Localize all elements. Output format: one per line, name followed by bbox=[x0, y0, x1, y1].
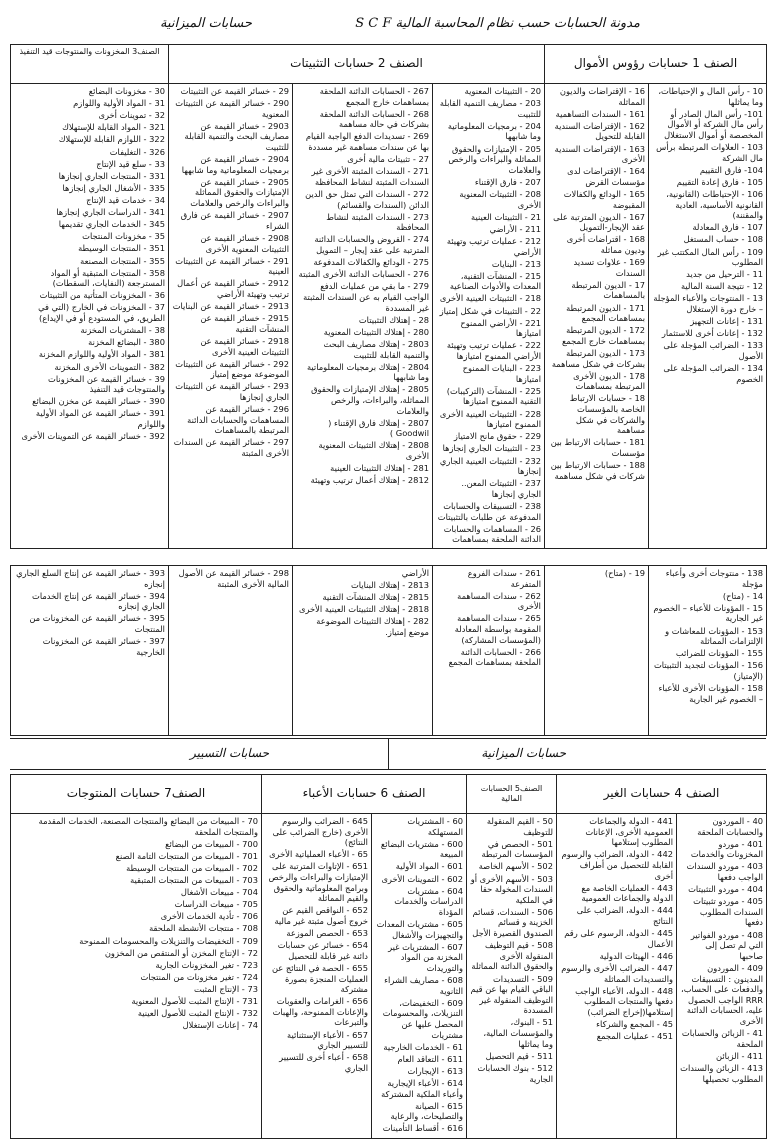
account-entry: 391 - خسائر القيمة عن المواد الأولية واللوازم bbox=[35, 408, 165, 430]
class2-col-b bbox=[293, 84, 433, 549]
class1-cont-col-a bbox=[649, 566, 767, 736]
account-entry: 2807 - إهتلاك فارق الإقتناء ( Goodwil ) bbox=[328, 417, 430, 439]
account-entry: 706 - تأدية الخدمات الأخرى bbox=[160, 911, 258, 922]
account-entry: 60 - المشتريات المستهلكة bbox=[407, 816, 463, 837]
account-entry: 222 - عمليات ترتيب وتهيئة الأراضي الممنوح امتيازها bbox=[446, 340, 542, 362]
account-entry: 702 - المبيعات من المنتجات الوسيطة bbox=[126, 862, 258, 873]
account-entry: 70 - المبيعات من البضائع والمنتجات المصنعة، الخدمات المقدمة والمنتجات الملحقة bbox=[38, 816, 258, 837]
account-entry: 273 - السندات المثبتة لنشاط المحافظة bbox=[326, 211, 430, 233]
account-entry: 188 - حسابات الارتباط بين شركات في شكل مساهمة bbox=[550, 460, 646, 481]
account-entry: 704 - مبيعات الأشغال bbox=[180, 887, 258, 898]
account-entry: 106 - الإحتياطات (القانونية، القانونية الأساسية، العادية والمقننة) bbox=[666, 188, 764, 221]
account-entry: 2804 - إهتلاك برمجيات المعلوماتية وما شابهها bbox=[306, 361, 430, 383]
account-entry: 501 - الحصص في المؤسسات المرتبطة bbox=[481, 838, 553, 860]
account-entry: 381 - المواد الأولية واللوازم المخزنة bbox=[38, 349, 165, 360]
class2-header: الصنف 2 حسابات التثبيتات bbox=[169, 45, 545, 84]
account-entry: 164 - الإقتراضات لدى مؤسسات القرض bbox=[567, 166, 646, 187]
account-entry: 213 - البنايات bbox=[491, 258, 542, 269]
account-entry: 34 - خدمات قيد الإنتاج bbox=[86, 194, 165, 205]
account-entry: 134 - الضرائب المؤجلة على الخصوم bbox=[663, 363, 764, 384]
account-entry: 723 - تغير المخزونات الجارية bbox=[155, 959, 258, 970]
account-entry: 208 - التثبيتات المعنوية الأخرى bbox=[459, 188, 542, 210]
document-header bbox=[160, 10, 640, 40]
account-entry: 708 - منتجات الأنشطة الملحقة bbox=[149, 923, 258, 934]
class4-7-accounts-table bbox=[10, 774, 767, 1139]
account-entry: 72 - الإنتاج المخزن أو المنتقص من المخزون bbox=[104, 947, 258, 958]
account-entry: 12 - نتيجة السنة المالية bbox=[680, 281, 764, 292]
account-entry: 211 - الأراضي bbox=[489, 223, 542, 234]
account-entry: 2905 - خسائر القيمة عن الإمتيازات والحقوق المماثلة والبراءات والرخص والعلامات bbox=[190, 176, 290, 209]
account-entry: 654 - خسائر عن حسابات دائنة غير قابلة للتحصيل bbox=[277, 940, 368, 961]
account-entry: 2803 - إهتلاك مصاريف البحث والتنمية القابلة للتثبيت bbox=[323, 338, 430, 360]
account-entry: 29 - خسائر القيمة عن التثبيتات bbox=[180, 86, 290, 96]
account-entry: 600 - مشتريات البضائع المبيعة bbox=[380, 838, 463, 860]
account-entry: 601 - المواد الأولية bbox=[395, 861, 463, 872]
account-entry: 443 - العمليات الخاصة مع الدولة والجماعات العمومية bbox=[581, 882, 674, 904]
account-entry: 390 - خسائر القيمة عن مخزن البضائع bbox=[32, 396, 165, 407]
section-labels-band bbox=[10, 738, 766, 770]
account-entry: 605 - مشتريات المعدات والتجهيزات والأشغال bbox=[376, 918, 463, 940]
account-entry: 18 - حسابات الارتباط الخاصة بالمؤسسات والشركات في شكل مساهمة bbox=[569, 393, 646, 436]
account-entry: 36 - المخزونات المتأتية من التثبيتات bbox=[39, 290, 165, 301]
account-entry: 51 - البنوك، والمؤسسات المالية، وما يماثلها bbox=[483, 1017, 553, 1049]
account-entry: 655 - الحصة في النتائج عن العمليات المنجزة بصورة مشتركة bbox=[271, 962, 368, 995]
account-entry: 262 - سندات المساهمة الأخرى bbox=[457, 590, 541, 612]
account-entry: 65 - الأعباء العملياتية الأخرى bbox=[269, 849, 368, 860]
account-entry: 645 - الضرائب والرسوم الأخرى (خارج الضرائب على النتائج) bbox=[272, 816, 368, 848]
account-entry: 651 - الإتاوات المترتبة على الإمتيازات والبراءات والرخص وبرامج المعلوماتية والحقوق والقيم المماثلة bbox=[268, 861, 368, 904]
account-entry: 604 - مشتريات الدراسات والخدمات المؤداة bbox=[394, 885, 463, 917]
account-entry: 2907 - خسائر القيمة عن فارق الشراء bbox=[180, 210, 290, 231]
account-entry: 408 - موردو الفواتير التي لم تصل إلى صاحبها bbox=[690, 929, 764, 961]
account-entry: 172 - الديون المرتبطة بمساهمات خارج المجمع bbox=[561, 325, 646, 346]
account-entry: 705 - مبيعات الدراسات bbox=[174, 899, 258, 910]
account-entry: 163 - الإقتراضات السندية الأخرى bbox=[554, 143, 646, 165]
account-entry: 204 - برمجيات المعلوماتية وما شابهها bbox=[447, 120, 542, 142]
account-entry: 446 - الهيئات الدولية bbox=[599, 950, 674, 961]
account-entry: 282 - إهتلاك التثبيتات الموضوعة موضع إمتياز. bbox=[316, 616, 429, 638]
account-entry: 165 - الودائع والكفالات المقبوضة bbox=[563, 188, 646, 210]
account-entry: 16 - الإقتراضات والديون المماثلة bbox=[559, 86, 646, 107]
account-entry: 451 - عمليات المجمع bbox=[596, 1031, 674, 1042]
account-entry: 23 - التثبيتات الجاري إنجازها bbox=[442, 443, 542, 454]
class2-col-a bbox=[433, 84, 545, 549]
account-entry: 608 - مصاريف الشراء الثانوية bbox=[384, 975, 463, 996]
account-entry: 50 - القيم المنقولة للتوظيف bbox=[486, 816, 553, 837]
account-entry: 13 - المنتوجات والأعباء المؤجلة – خارج دورة الإستغلال bbox=[653, 293, 764, 315]
account-entry: 279 - ما بقي من عمليات الدفع الواجب القيام به عن السندات المثبتة غير المسددة bbox=[303, 281, 430, 313]
class4-col-b bbox=[557, 814, 677, 1139]
document-title: مدونة الحسابات حسب نظام المحاسبة المالية S C F bbox=[355, 16, 640, 31]
account-entry: 33 - سلع قيد الإنتاج bbox=[96, 158, 165, 169]
balance-accounts-label: حسابات الميزانية bbox=[160, 16, 252, 31]
account-entry: 609 - التخفيضات، التنزيلات، والمحسومات المحصل عليها عن مشتريات bbox=[382, 997, 463, 1040]
account-entry: 724 - تغير مخزونات من المنتجات bbox=[140, 971, 258, 982]
class3-header: الصنف3 المخزونات والمنتوجات قيد التنفيذ bbox=[11, 45, 169, 84]
account-entry: 276 - الحسابات الدائنة الأخرى المثبتة bbox=[298, 269, 430, 280]
account-entry: 274 - القروض والحسابات الدائنة المترتبة على عقد إيجار – التمويل bbox=[314, 234, 430, 256]
account-entry: 26 - المساهمات والحسابات الدائنة الملحقة بمساهمات bbox=[443, 523, 542, 545]
class6-col-b bbox=[262, 814, 372, 1139]
account-entry: 2912 - خسائر القيمة عن أعمال ترتيب وتهيئة الأراضي bbox=[177, 278, 290, 299]
account-entry: 355 - المنتجات المصنعة bbox=[80, 255, 165, 266]
class1-col-b bbox=[545, 84, 649, 549]
account-entry: 614 - الأعباء الإيجارية وأعباء الملكية المشتركة bbox=[381, 1078, 463, 1099]
management-section-label: حسابات التسيير bbox=[190, 746, 270, 760]
account-entry: 74 - إعانات الإستغلال bbox=[182, 1020, 258, 1031]
account-entry: 444 - الدولة، الضرائب على النتائج bbox=[576, 905, 674, 926]
account-entry: 31 - المواد الأولية واللوازم bbox=[73, 98, 165, 109]
account-entry: 397 - خسائر القيمة عن المخزونات الخارجية bbox=[42, 636, 165, 657]
account-entry: 228 - التثبيتات العينية الأخرى الممنوح امتيازها bbox=[439, 408, 542, 430]
account-entry: 653 - الحصص الموزعة bbox=[286, 928, 368, 939]
account-entry: 335 - الأشغال الجاري إنجازها bbox=[62, 182, 165, 193]
account-entry: 292 - خسائر القيمة عن التثبيتات الموضوعة موضع إمتياز bbox=[175, 358, 290, 380]
account-entry: 290 - خسائر القيمة عن التثبيتات المعنوية bbox=[175, 98, 290, 119]
account-entry: 138 - منتوجات أخرى وأعباء مؤجلة bbox=[665, 568, 763, 589]
account-entry: 2818 - إهتلاك التثبيتات العينية الأخرى bbox=[298, 604, 429, 615]
account-entry: 265 - سندات المساهمة المقومة بواسطة المعادلة (المؤسسات المشاركة) bbox=[454, 613, 541, 645]
account-entry: 161 - السندات التساهمية bbox=[555, 108, 646, 119]
section-divider bbox=[388, 739, 389, 769]
account-entry: 2915 - خسائر القيمة عن المنشآت التقنية bbox=[200, 313, 290, 334]
account-entry: 611 - التعاقد العام bbox=[397, 1053, 463, 1064]
account-entry: 21 - التثبيتات العينية bbox=[471, 211, 542, 222]
account-entry: 508 - قيم التوظيف المنقولة الأخرى والحقوق الدائنة المماثلة bbox=[471, 940, 553, 972]
account-entry: 261 - سندات الفروع المتفرعة bbox=[467, 568, 541, 589]
account-entry: 298 - خسائر القيمة عن الأصول المالية الأخرى المثبتة bbox=[178, 568, 289, 589]
account-entry: 413 - الزبائن والسندات المطلوب تحصيلها bbox=[680, 1062, 764, 1084]
account-entry: 657 - الأعباء الإستثنائية للتسيير الجاري bbox=[287, 1029, 368, 1051]
account-entry: 281 - إهتلاك التثبيتات العينية bbox=[330, 463, 430, 474]
account-entry: 20 - التثبيتات المعنوية bbox=[464, 86, 542, 96]
account-entry: 405 - موردو تثبيتات السندات المطلوب دفعها bbox=[693, 896, 764, 928]
account-entry: 171 - الديون المرتبطة بمساهمات المجمع bbox=[566, 302, 646, 324]
account-entry: 10 - رأس المال و الإحتياطات، وما يماثلها bbox=[658, 86, 764, 107]
account-entry: 101- رأس المال الصادر أو رأس مال الشركة أو الأموال المخصصة أو أموال الاستغلال bbox=[664, 108, 764, 140]
account-entry: 345 - الخدمات الجاري تقديمها bbox=[58, 219, 165, 230]
account-entry: 441 - الدولة والجماعات العمومية الأخرى، الإعانات المطلوب إستلامها bbox=[585, 816, 674, 848]
account-entry: 73 - الإنتاج المثبت bbox=[194, 984, 258, 995]
account-entry: 61 - الخدمات الخارجية bbox=[383, 1041, 463, 1052]
account-entry: 103 - العلاوات المرتبطة برأس مال الشركة bbox=[656, 142, 764, 163]
account-entry: 395 - خسائر القيمة عن المخزونات من المنتجات bbox=[29, 613, 165, 635]
class6-col-a bbox=[372, 814, 467, 1139]
account-entry: 393 - خسائر القيمة عن إنتاج السلع الجاري إنجازه bbox=[16, 568, 165, 589]
account-entry: 203 - مصاريف التنمية القابلة للتثبيت bbox=[439, 98, 542, 119]
account-entry: 392 - خسائر القيمة عن التموينات الأخرى bbox=[21, 431, 165, 442]
class5-header: الصنف5 الحسابات المالية bbox=[467, 775, 557, 814]
account-entry: 503 - الأسهم الأخرى أو السندات المخولة حقا في الملكية bbox=[470, 873, 553, 905]
account-entry: 221 - الأراضي الممنوح امتيازها bbox=[460, 317, 542, 339]
account-entry: 732 - الإنتاج المثبت للأصول العينية bbox=[137, 1008, 258, 1019]
account-entry: 401 - موردو المخزونات والخدمات bbox=[690, 838, 764, 860]
account-entry: 331 - المنتجات الجاري إنجازها bbox=[58, 170, 165, 181]
account-entry: 322 - اللوازم القابلة للإستهلاك bbox=[58, 134, 165, 145]
account-entry: 2908 - خسائر القيمة عن التثبيتات المعنوية الأخرى bbox=[200, 232, 290, 254]
account-entry: 602 - التموينات الأخرى bbox=[381, 873, 463, 884]
account-entry: 207 - فارق الإقتناء bbox=[474, 176, 542, 187]
account-entry: 2904 - خسائر القيمة عن برمجيات المعلوماتية وما شابهها bbox=[181, 154, 290, 175]
class4-header: الصنف 4 حسابات الغير bbox=[557, 775, 767, 814]
account-entry: 2913 - خسائر القيمة عن البنايات bbox=[172, 301, 290, 312]
class2-cont-col-b bbox=[293, 566, 433, 736]
account-entry: 512 - بنوك الحسابات الجارية bbox=[477, 1062, 553, 1084]
account-entry: 105 - فارق إعادة التقييم bbox=[676, 176, 764, 187]
account-entry: 271 - السندات المثبتة الأخرى غير السندات المثبتة لنشاط المحافظة bbox=[311, 166, 430, 187]
account-entry: 218 - التثبيتات العينية الأخرى bbox=[439, 293, 542, 304]
account-entry: 232 - التثبيتات العينية الجاري إنجازها bbox=[439, 455, 542, 477]
account-entry: 2808 - إهتلاك التثبيتات المعنوية الأخرى bbox=[318, 440, 430, 461]
account-entry: 178 - الديون الأخرى المرتبطة بمساهمات bbox=[573, 370, 646, 392]
account-entry: 155 - المؤونات للضرائب bbox=[675, 648, 763, 659]
account-entry: 131 - إعانات التجهيز bbox=[690, 316, 764, 327]
account-entry: 731 - الإنتاج المثبت للأصول المعنوية bbox=[131, 996, 258, 1007]
class2-cont-col-a bbox=[433, 566, 545, 736]
account-entry: 173 - الديون المرتبطة بشركات في شكل مساهمة bbox=[551, 348, 646, 369]
account-entry: 27 - تثبيتات مالية أخرى bbox=[347, 154, 430, 165]
account-entry: 158 - المؤونات الأخرى للأعباء – الخصوم غير الجارية bbox=[658, 683, 763, 704]
account-entry: 411 - الزبائن bbox=[716, 1050, 764, 1061]
account-entry: 168 - اقتراضات أخرى وديون مماثلة bbox=[566, 234, 646, 256]
account-entry: 380 - البضائع المخزنة bbox=[88, 337, 165, 348]
account-entry: 133 - الضرائب المؤجلة على الأصول bbox=[663, 340, 764, 362]
account-entry: 656 - الغرامات والعقوبات والإعانات الممنوحة، والهبات والتبرعات bbox=[272, 996, 368, 1028]
account-entry: 607 - المشتريات غير المخزنة من المواد والتوريدات bbox=[388, 941, 463, 973]
account-entry: 2903 - خسائر القيمة عن مصاريف البحث والتنمية القابلة للتثبيت bbox=[184, 120, 290, 153]
account-entry: 238 - التسبيقات والحسابات المدفوعة عن طلبات بالتثبيتات bbox=[437, 500, 542, 522]
account-entry: 225 - المنشآت (التركيبات) التقنية الممنوح امتيازها bbox=[446, 385, 542, 407]
account-entry: 32 - تموينات أخرى bbox=[98, 110, 165, 121]
account-entry: 2812 - إهتلاك أعمال ترتيب وتهيئة bbox=[310, 475, 430, 486]
account-entry: 351 - المنتجات الوسيطة bbox=[78, 243, 165, 254]
account-entry: 41 - الزبائن والحسابات الملحقة bbox=[681, 1028, 764, 1049]
account-entry: 321 - المواد القابلة للإستهلاك bbox=[62, 122, 165, 133]
account-entry: 291 - خسائر القيمة عن التثبيتات العينية bbox=[175, 255, 290, 277]
account-entry: 167 - الديون المترتبة على عقد الإيجار-التمويل bbox=[553, 211, 646, 233]
account-entry: 269 - تسديدات الدفع الواجبة القيام بها عن سندات مساهمة غير مسددة bbox=[305, 131, 430, 153]
account-entry: 2918 - خسائر القيمة عن التثبيتات العينية الأخرى bbox=[200, 335, 290, 357]
account-entry: 502 - الأسهم الخاصة bbox=[478, 861, 553, 872]
account-entry: 22 - التثبيتات في شكل إمتياز bbox=[439, 305, 542, 316]
account-entry: 11 - الترحيل من جديد bbox=[686, 269, 764, 280]
account-entry: الأراضي bbox=[401, 568, 429, 578]
account-entry: 39 - خسائر القيمة عن المخزونات والمنتوجات قيد التنفيذ bbox=[48, 373, 165, 395]
class4-col-a bbox=[677, 814, 767, 1139]
account-entry: 132 - إعانات أخرى للاستثمار bbox=[661, 328, 764, 339]
class3-col bbox=[11, 84, 169, 549]
class1-col-a bbox=[649, 84, 767, 549]
account-entry: 341 - الدراسات الجاري إنجازها bbox=[56, 207, 165, 218]
account-entry: 358 - المنتجات المتبقية أو المواد المسترجعة (النفايات، السقطات) bbox=[50, 267, 165, 289]
account-entry: 215 - المنشآت التقنية، المعدات والأدوات الصناعية bbox=[449, 270, 542, 292]
account-entry: 616 - أقساط التأمينات bbox=[382, 1123, 463, 1134]
account-entry: 162 - الإقتراضات السندية القابلة للتحويل bbox=[554, 120, 646, 142]
balance-accounts-continuation-table bbox=[10, 565, 767, 736]
class3-cont-col bbox=[11, 566, 169, 736]
account-entry: 615 - الصيانة والتصليحات، والرعاية bbox=[390, 1100, 463, 1122]
class1-cont-col-b bbox=[545, 566, 649, 736]
account-entry: 275 - الودائع والكفالات المدفوعة bbox=[313, 257, 430, 268]
account-entry: 267 - الحسابات الدائنة الملحقة بمساهمات خارج المجمع bbox=[319, 86, 430, 107]
balance-section-label: حسابات الميزانية bbox=[481, 746, 566, 760]
account-entry: 445 - الدولة، الرسوم على رقم الأعمال bbox=[564, 928, 674, 949]
account-entry: 703 - المبيعات من المنتجات المتبقية bbox=[130, 875, 258, 886]
account-entry: 107 - فارق المعادلة bbox=[692, 222, 764, 233]
account-entry: 652 - النواقص القيم عن خروج أصول مثبتة غير مالية bbox=[274, 905, 368, 926]
account-entry: 280 - إهتلاك التثبيتات المعنوية bbox=[323, 326, 430, 337]
account-entry: 181 - حسابات الارتباط بين مؤسسات bbox=[550, 437, 646, 458]
account-entry: 394 - خسائر القيمة عن إنتاج الخدمات الجاري إنجازه bbox=[32, 590, 165, 612]
account-entry: 104- فارق التقييم bbox=[699, 164, 764, 175]
account-entry: 37 - المخزونات في الخارج (التي في الطريق، في المستودع أو في الإيداع) bbox=[38, 302, 165, 324]
class1-header: الصنف 1 حسابات رؤوس الأموال bbox=[545, 45, 767, 84]
account-entry: 212 - عمليات ترتيب وتهيئة الأراضي bbox=[446, 235, 542, 257]
account-entry: 658 - أعباء أخرى للتسيير الجاري bbox=[279, 1052, 368, 1073]
account-entry: 382 - التموينات الأخرى المخزنة bbox=[54, 361, 165, 372]
account-entry: 45 - المجمع والشركاء bbox=[596, 1018, 674, 1029]
account-entry: 266 - الحسابات الدائنة الملحقة بمساهمات المجمع bbox=[448, 646, 541, 668]
account-entry: 442 - الدولة، الضرائب والرسوم القابلة للتحصيل من أطراف أخرى bbox=[561, 849, 674, 881]
class7-col bbox=[11, 814, 262, 1139]
account-entry: 2805 - إهتلاك الإمتيازات والحقوق المماثلة، والبراءات، والرخص والعلامات bbox=[311, 384, 430, 416]
account-entry: 40 - الموردون والحسابات الملحقة bbox=[697, 816, 764, 837]
account-entry: 15 - المؤونات للأعباء – الخصوم غير الجارية bbox=[653, 602, 763, 624]
account-entry: 448 - الدولة، الأعباء الواجب دفعها والمنتجات المطلوب إستلامها(إخراج الضرائب) bbox=[575, 985, 674, 1017]
account-entry: 2813 - إهتلاك البنايات bbox=[350, 580, 429, 591]
account-entry: 156 - المؤونات لتجديد التثبيتات (الإمتياز) bbox=[653, 660, 763, 681]
account-entry: 14 - (متاح) bbox=[722, 590, 763, 601]
account-entry: 38 - المشتريات المخزنة bbox=[80, 325, 165, 336]
account-entry: 223 - البنايات الممنوح امتيازها bbox=[462, 363, 542, 384]
account-entry: 2815 - إهتلاك المنشآت التقنية bbox=[322, 592, 429, 603]
account-entry: 28 - إهتلاك التثبيتات bbox=[358, 314, 430, 325]
account-entry: 35 - مخزونات المنتجات bbox=[82, 231, 165, 242]
account-entry: 509 - التسديدات الباقي القيام بها عن قيم التوظيف المنقولة غير المسددة bbox=[470, 973, 553, 1016]
account-entry: 613 - الإيجارات bbox=[407, 1065, 463, 1076]
class7-header: الصنف7 حسابات المنتوجات bbox=[11, 775, 262, 814]
account-entry: 404 - موردو التثبيتات bbox=[688, 884, 764, 895]
class5-col bbox=[467, 814, 557, 1139]
account-entry: 409 - الموردون المدينون : التسبيقات والدفعات على الحساب، RRR الواجب الحصول عليه، الحسابات الدائنة الأخرى bbox=[681, 962, 764, 1026]
class2-col-c bbox=[169, 84, 293, 549]
account-entry: 272 - السندات التي تمثل حق الدين الدائن (السندات والقسائم) bbox=[305, 188, 430, 210]
account-entry: 511 - قيم التحصيل bbox=[485, 1050, 553, 1061]
account-entry: 447 - الضرائب الأخرى والرسوم والتسديدات المماثلة bbox=[561, 962, 674, 984]
account-entry: 17 - الديون المرتبطة بالمساهمات bbox=[571, 279, 646, 301]
class6-header: الصنف 6 حسابات الأعباء bbox=[262, 775, 467, 814]
account-entry: 506 - السندات، قسائم الخزينة و قسائم الصندوق القصيرة الأجل bbox=[472, 906, 553, 939]
account-entry: 700 - المبيعات من البضائع bbox=[165, 838, 258, 849]
account-entry: 268 - الحسابات الدائنة الملحقة بشركات في حالة مساهمة bbox=[319, 108, 430, 130]
account-entry: 701 - المبيعات من المنتجات التامة الصنع bbox=[115, 850, 258, 861]
account-entry: 153 - المؤونات للمعاشات و الإلتزامات المماثلة bbox=[665, 625, 763, 647]
account-entry: 293 - خسائر القيمة عن التثبيتات الجاري إنجازها bbox=[175, 381, 290, 402]
account-entry: 30 - مخزونات البضائع bbox=[88, 86, 165, 96]
class2-cont-col-c bbox=[169, 566, 293, 736]
account-entry: 403 - موردو السندات الواجب دفعها bbox=[686, 861, 764, 883]
balance-accounts-table bbox=[10, 44, 767, 549]
account-entry: 237 - التثبيتات المعن.. الجاري إنجازها bbox=[461, 478, 542, 499]
account-entry: 229 - حقوق مانح الامتياز bbox=[453, 431, 542, 442]
account-entry: 205 - الإمتيازات والحقوق المماثلة والبراءات والرخص والعلامات bbox=[448, 143, 542, 175]
account-entry: 709 - التخفيضات والتنزيلات والمحسومات الممنوحة bbox=[79, 935, 258, 946]
account-entry: 108 - حساب المستغل bbox=[683, 234, 764, 245]
account-entry: 297 - خسائر القيمة عن السندات الأخرى المثبتة bbox=[173, 437, 290, 458]
account-entry: 326 - التغليفات bbox=[109, 146, 165, 157]
account-entry: 296 - خسائر القيمة عن المساهمات والحسابات الدائنة المرتبطة بالمساهمات bbox=[187, 404, 290, 436]
account-entry: 109 - رأس المال المكتتب غير المطلوب bbox=[657, 246, 764, 268]
account-entry: 169 - علاوات تسديد السندات bbox=[573, 257, 646, 278]
account-entry: 19 - (متاح) bbox=[604, 568, 645, 578]
